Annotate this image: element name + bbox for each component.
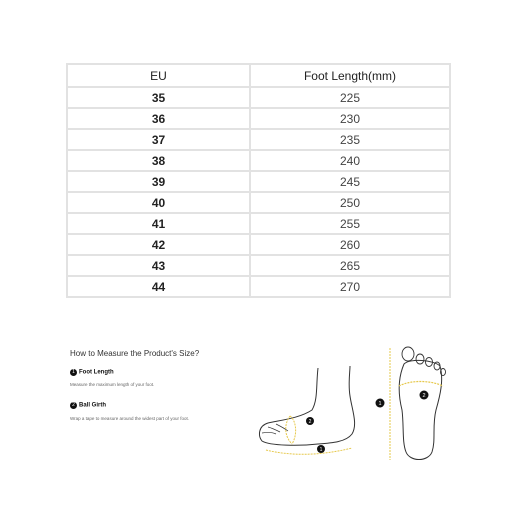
marker-two-label: 2 — [308, 419, 312, 425]
eu-size-cell: 38 — [67, 150, 250, 171]
step-description: Measure the maximum length of your foot. — [70, 382, 155, 387]
marker-one-label: 1 — [378, 401, 382, 407]
table-row — [67, 108, 450, 129]
table-row — [67, 255, 450, 276]
foot-length-cell: 250 — [250, 192, 450, 213]
eu-size-cell: 39 — [67, 171, 250, 192]
table-row — [67, 171, 450, 192]
foot-length-cell: 235 — [250, 129, 450, 150]
measure-guide-title: How to Measure the Product's Size? — [70, 349, 200, 358]
eu-size-cell: 43 — [67, 255, 250, 276]
eu-size-cell: 37 — [67, 129, 250, 150]
table-row — [67, 150, 450, 171]
step-number-badge: 2 — [70, 402, 77, 409]
step-name: Foot Length — [79, 369, 114, 376]
table-header-row — [67, 64, 450, 87]
size-chart-table — [66, 63, 451, 298]
eu-size-cell: 36 — [67, 108, 250, 129]
step-number-badge: 1 — [70, 369, 77, 376]
foot-length-cell: 225 — [250, 87, 450, 108]
table-row — [67, 87, 450, 108]
eu-size-cell: 44 — [67, 276, 250, 297]
marker-two-label: 2 — [422, 393, 426, 399]
foot-length-cell: 230 — [250, 108, 450, 129]
big-toe-icon — [402, 347, 414, 361]
foot-length-cell: 265 — [250, 255, 450, 276]
eu-size-cell: 41 — [67, 213, 250, 234]
foot-length-cell: 240 — [250, 150, 450, 171]
toe-icon — [434, 362, 440, 370]
header-eu: EU — [67, 64, 250, 87]
toe-lines-icon — [262, 424, 288, 434]
foot-length-tape-side-icon — [266, 448, 352, 454]
table-row — [67, 192, 450, 213]
header-foot-length: Foot Length(mm) — [250, 64, 450, 87]
table-row — [67, 213, 450, 234]
foot-length-cell: 270 — [250, 276, 450, 297]
table-row — [67, 276, 450, 297]
ball-girth-tape-sole-icon — [399, 382, 443, 387]
foot-length-cell: 260 — [250, 234, 450, 255]
eu-size-cell: 40 — [67, 192, 250, 213]
foot-length-cell: 255 — [250, 213, 450, 234]
step-ball-girth — [70, 402, 106, 409]
step-foot-length — [70, 369, 114, 376]
table-row — [67, 129, 450, 150]
step-name: Ball Girth — [79, 402, 107, 409]
foot-length-cell: 245 — [250, 171, 450, 192]
marker-one-label: 1 — [319, 447, 323, 453]
sole-foot-outline-icon — [399, 360, 441, 459]
foot-measurement-illustration — [250, 340, 460, 470]
eu-size-cell: 35 — [67, 87, 250, 108]
toe-icon — [416, 354, 424, 364]
eu-size-cell: 42 — [67, 234, 250, 255]
table-row — [67, 234, 450, 255]
step-description: Wrap a tape to measure around the widest part of your foot. — [70, 416, 189, 421]
